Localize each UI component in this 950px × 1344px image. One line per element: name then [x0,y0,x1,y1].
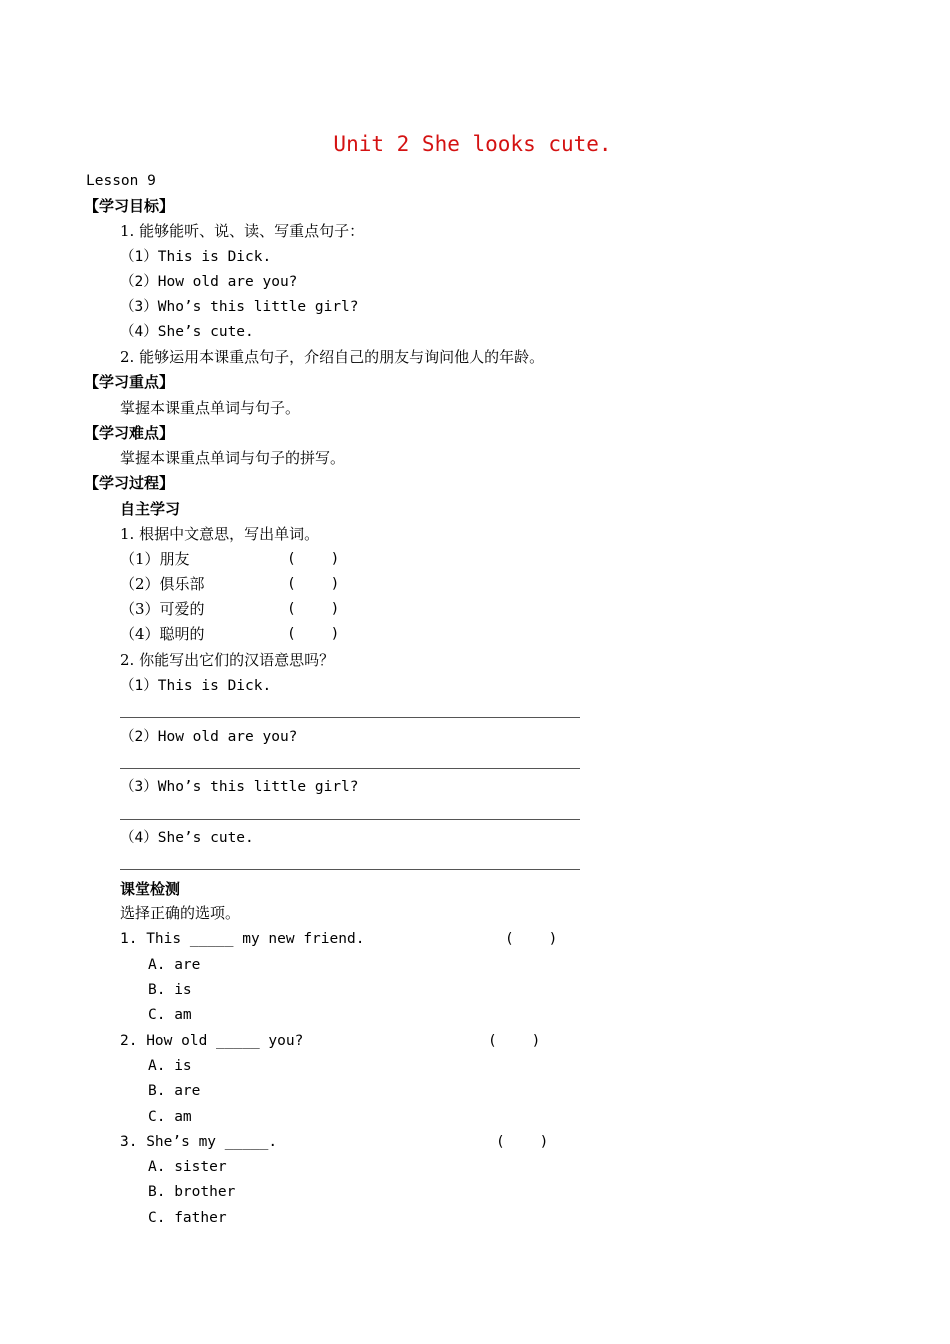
word-blank-1[interactable]: ( ) [287,551,340,567]
goal-sentence-3: （3）Who’s this little girl? [120,299,359,315]
q3-option-c[interactable]: C. father [148,1210,227,1226]
goal-item-1: 1. 能够能听、说、读、写重点句子： [120,222,365,240]
q2-option-c[interactable]: C. am [148,1109,192,1125]
question-3-blank[interactable]: ( ) [496,1134,549,1150]
difficulties-heading: 【学习难点】 [84,424,175,442]
translate-sentence-1: （1）This is Dick. [120,678,272,694]
translate-sentence-2: （2）How old are you? [120,729,298,745]
answer-line-1[interactable] [120,717,580,718]
question-2-blank[interactable]: ( ) [488,1033,541,1049]
answer-line-3[interactable] [120,819,580,820]
q1-option-c[interactable]: C. am [148,1007,192,1023]
goal-sentence-4: （4）She’s cute. [120,324,254,340]
key-points-heading: 【学习重点】 [84,373,175,391]
q2-option-b[interactable]: B. are [148,1083,201,1099]
goal-item-2: 2. 能够运用本课重点句子，介绍自己的朋友与询问他人的年龄。 [120,348,545,366]
answer-line-4[interactable] [120,869,580,870]
q3-option-b[interactable]: B. brother [148,1184,236,1200]
self-study-heading: 自主学习 [120,500,181,518]
classroom-heading: 课堂检测 [120,880,181,898]
goal-sentence-2: （2）How old are you? [120,274,298,290]
answer-line-2[interactable] [120,768,580,769]
translate-sentence-4: （4）She’s cute. [120,830,254,846]
word-label-4: （4）聪明的 [120,625,205,643]
q1-option-a[interactable]: A. are [148,957,201,973]
goals-heading: 【学习目标】 [84,197,175,215]
task-1: 1. 根据中文意思，写出单词。 [120,525,320,543]
key-points-text: 掌握本课重点单词与句子。 [120,399,301,417]
word-label-2: （2）俱乐部 [120,575,205,593]
page-title: Unit 2 She looks cute. [333,132,612,156]
word-blank-3[interactable]: ( ) [287,601,340,617]
q1-option-b[interactable]: B. is [148,982,192,998]
classroom-instruction: 选择正确的选项。 [120,904,241,922]
question-2: 2. How old _____ you? [120,1033,304,1049]
lesson-label: Lesson 9 [86,173,156,189]
translate-sentence-3: （3）Who’s this little girl? [120,779,359,795]
word-blank-2[interactable]: ( ) [287,576,340,592]
q3-option-a[interactable]: A. sister [148,1159,227,1175]
word-label-1: （1）朋友 [120,550,190,568]
goal-sentence-1: （1）This is Dick. [120,249,272,265]
process-heading: 【学习过程】 [84,474,175,492]
word-blank-4[interactable]: ( ) [287,626,340,642]
question-1-blank[interactable]: ( ) [505,931,558,947]
question-3: 3. She’s my _____. [120,1134,278,1150]
word-label-3: （3）可爱的 [120,600,205,618]
difficulties-text: 掌握本课重点单词与句子的拼写。 [120,449,346,467]
task-2: 2. 你能写出它们的汉语意思吗？ [120,651,335,669]
question-1: 1. This _____ my new friend. [120,931,365,947]
q2-option-a[interactable]: A. is [148,1058,192,1074]
